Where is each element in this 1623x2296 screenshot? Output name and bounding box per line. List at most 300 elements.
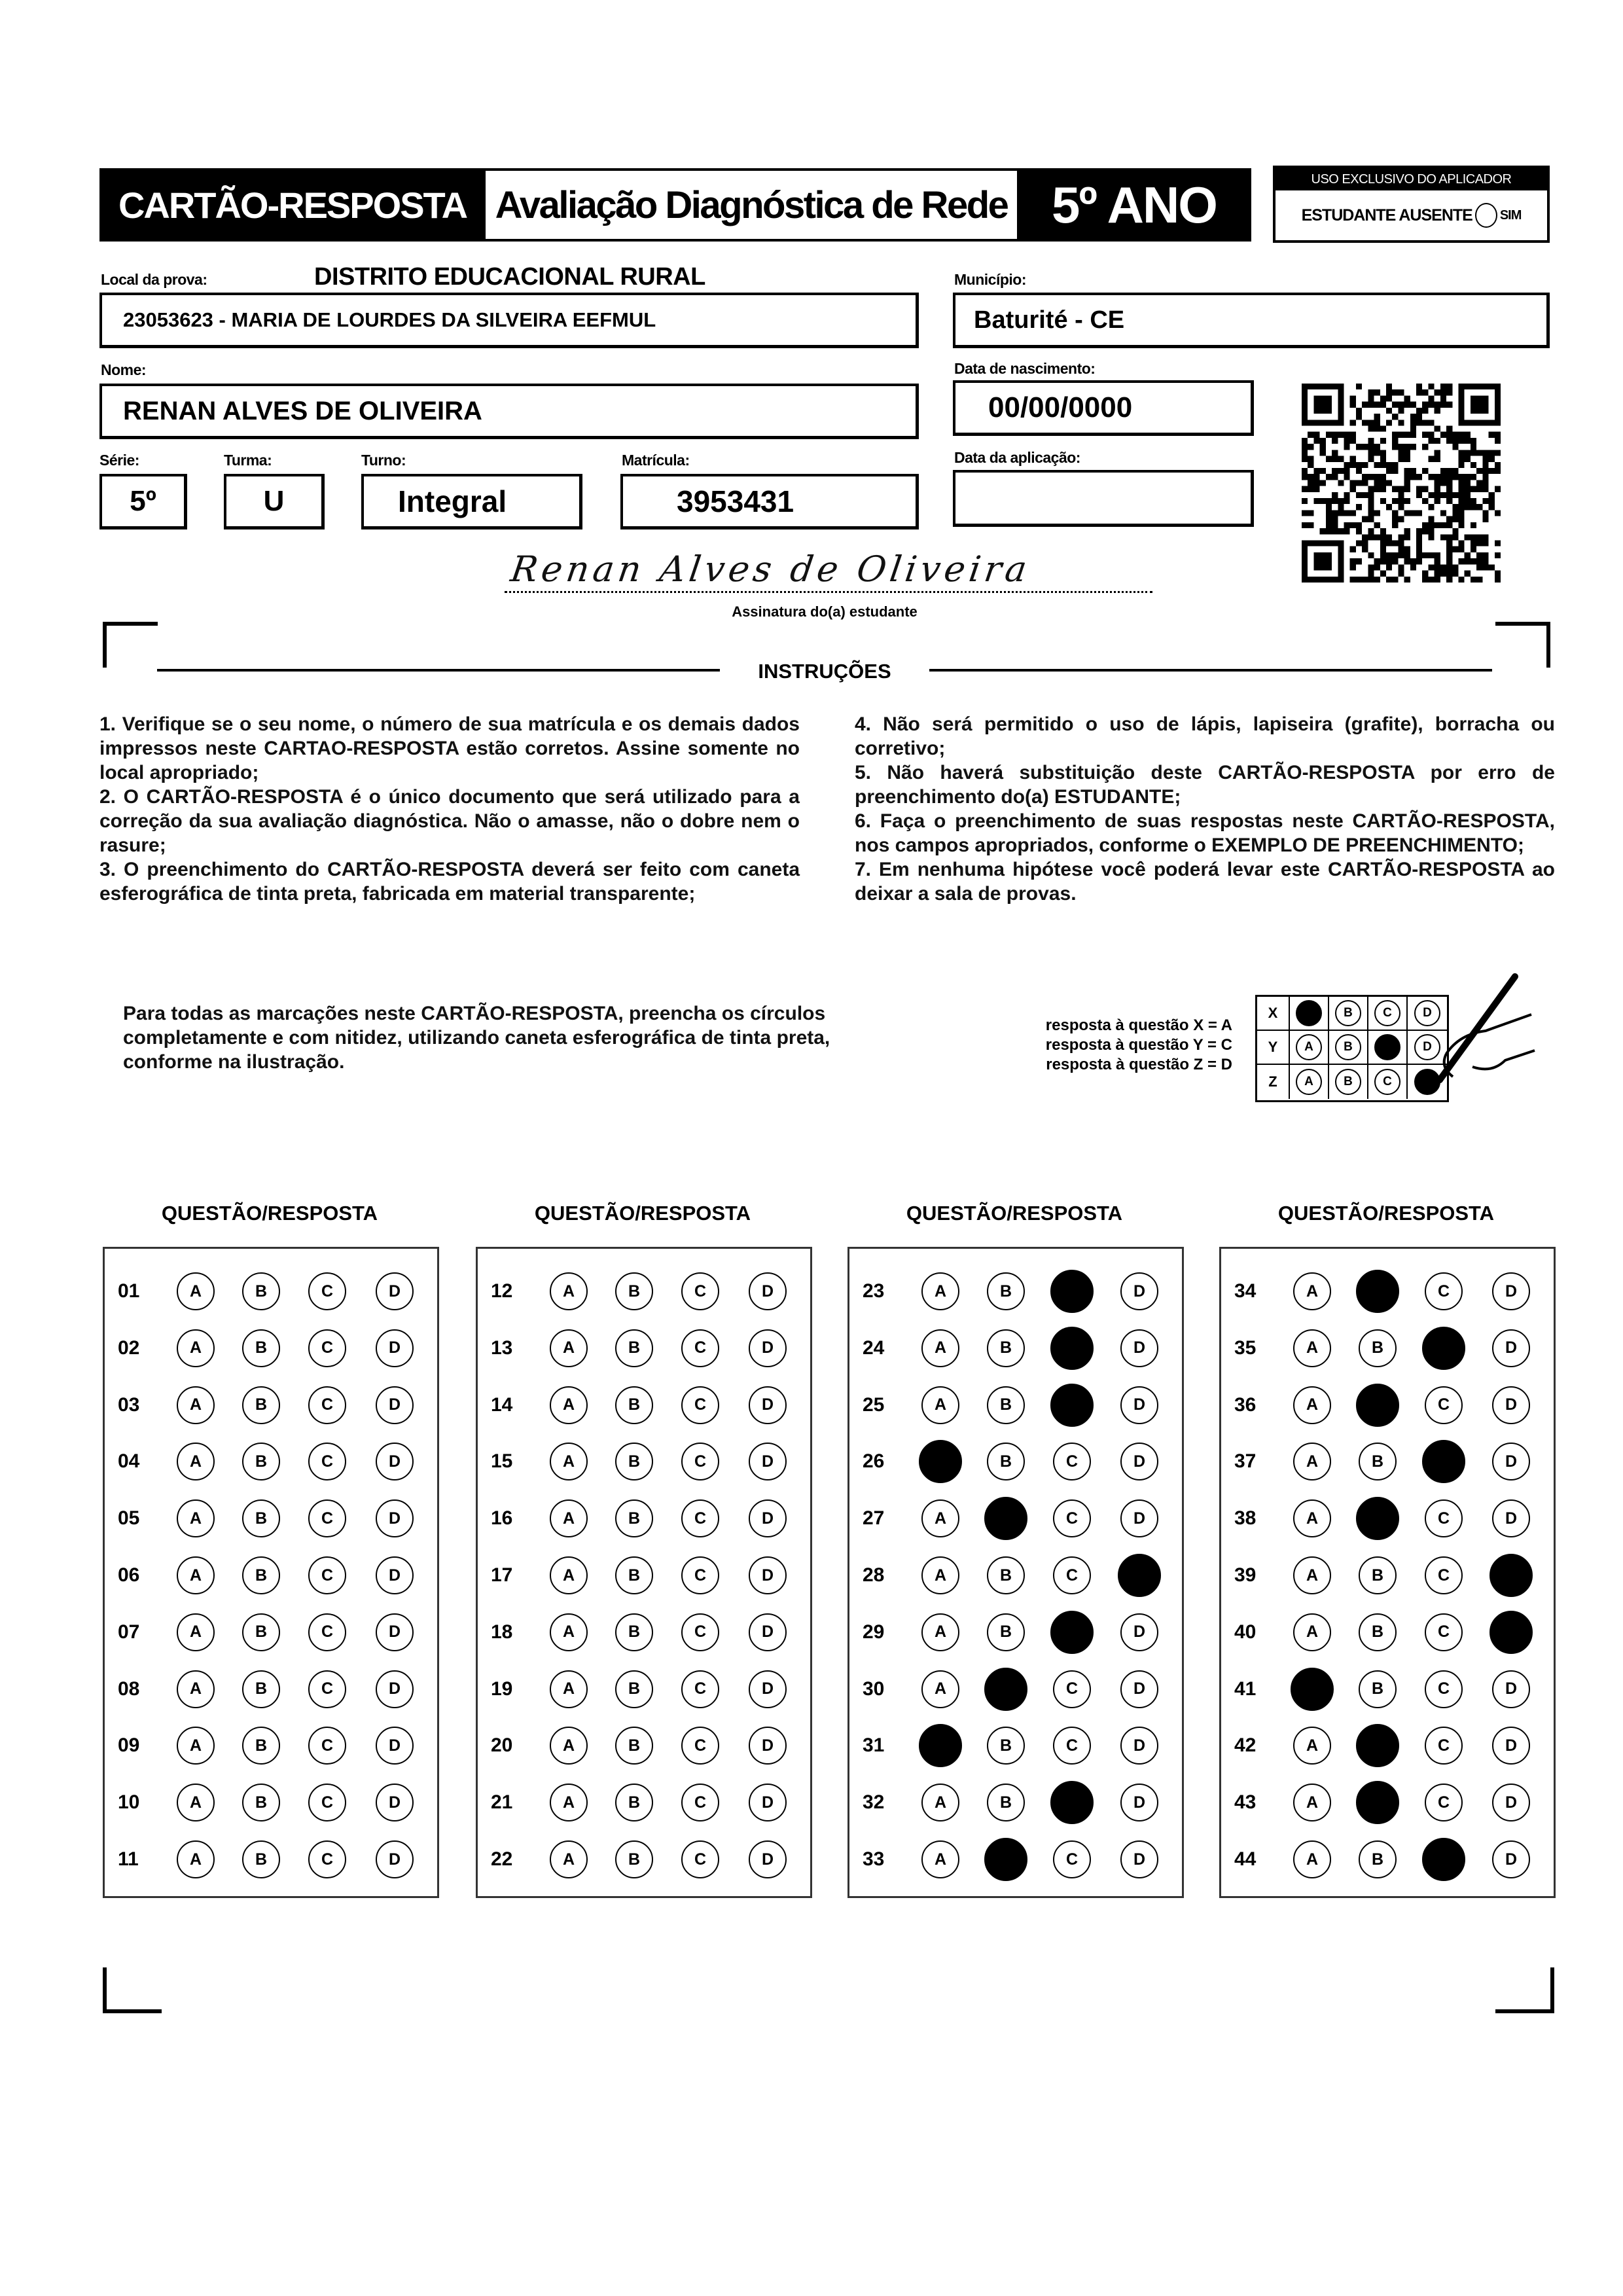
answer-bubble-a[interactable]: A <box>177 1613 215 1651</box>
answer-bubble-a[interactable]: A <box>921 1272 959 1310</box>
answer-bubble-b[interactable]: B <box>1356 1724 1399 1767</box>
question-row <box>105 1840 437 1880</box>
answer-bubble-c[interactable]: C <box>1050 1384 1094 1427</box>
question-number: 32 <box>863 1791 885 1814</box>
question-row <box>478 1784 810 1823</box>
question-row <box>1221 1556 1554 1596</box>
instruction-item: 7. Em nenhuma hipótese você poderá levar este CARTÃO-RESPOSTA ao deixar a sala de provas. <box>855 859 1555 905</box>
answer-bubble-b[interactable]: B <box>615 1499 653 1537</box>
answer-bubble-c[interactable]: C <box>308 1272 346 1310</box>
answer-bubble-c[interactable]: C <box>308 1727 346 1765</box>
instruction-item: 2. O CARTÃO-RESPOSTA é o único documento que será utilizado para a correção da sua avaliação diagnóstica. Não o amasse, não o dobre nem o rasure; <box>99 786 800 856</box>
question-row <box>105 1784 437 1823</box>
answer-bubble-d[interactable]: D <box>376 1840 414 1878</box>
answer-bubble-d[interactable]: D <box>1120 1670 1158 1708</box>
instruction-item: 1. Verifique se o seu nome, o número de sua matrícula e os demais dados impressos neste CARTAO-RESPOSTA estão corretos. Assine somente no local apropriado; <box>99 713 800 783</box>
answer-bubble-b[interactable]: B <box>242 1329 280 1367</box>
answer-bubble-d[interactable]: D <box>376 1329 414 1367</box>
corner-mark-bottom-right <box>1495 1967 1554 2013</box>
question-number: 04 <box>118 1450 140 1473</box>
turma-field <box>224 474 325 529</box>
absent-checkbox[interactable] <box>1475 203 1497 228</box>
answer-bubble-d[interactable]: D <box>1118 1554 1161 1597</box>
answer-bubble-b[interactable]: B <box>242 1727 280 1765</box>
answer-bubble-a[interactable]: A <box>1293 1499 1331 1537</box>
question-row <box>1221 1386 1554 1426</box>
answer-bubble-d[interactable]: D <box>1120 1784 1158 1821</box>
matricula-value: 3953431 <box>677 484 794 518</box>
answer-bubble-a[interactable]: A <box>1293 1727 1331 1765</box>
question-number: 21 <box>491 1791 513 1814</box>
example-caption: resposta à questão Z = D <box>1046 1056 1232 1073</box>
local-label: Local da prova: <box>101 271 207 288</box>
answer-bubble-a[interactable]: A <box>550 1784 588 1821</box>
answer-bubble-c[interactable]: C <box>308 1840 346 1878</box>
answer-bubble-a[interactable]: A <box>550 1613 588 1651</box>
answer-bubble-a[interactable]: A <box>1293 1386 1331 1424</box>
pen-hand-icon <box>1407 969 1544 1100</box>
answer-bubble-d[interactable]: D <box>376 1272 414 1310</box>
answer-bubble-a[interactable]: A <box>550 1386 588 1424</box>
example-row-label: Z <box>1257 1065 1290 1099</box>
answer-bubble-a[interactable]: A <box>921 1499 959 1537</box>
answer-bubble-a[interactable]: A <box>177 1329 215 1367</box>
answer-bubble-a[interactable]: A <box>177 1840 215 1878</box>
answer-bubble-c[interactable]: C <box>1050 1781 1094 1824</box>
answer-bubble-c[interactable]: C <box>1425 1499 1463 1537</box>
question-row <box>1221 1784 1554 1823</box>
answer-bubble-a[interactable]: A <box>550 1670 588 1708</box>
question-row <box>105 1443 437 1482</box>
answer-bubble-c[interactable]: C <box>681 1727 719 1765</box>
nome-value: RENAN ALVES DE OLIVEIRA <box>123 396 482 425</box>
question-row <box>478 1386 810 1426</box>
answer-bubble-a[interactable]: A <box>550 1727 588 1765</box>
question-number: 24 <box>863 1336 885 1359</box>
answer-bubble-c[interactable]: C <box>681 1499 719 1537</box>
answer-bubble-b[interactable]: B <box>615 1670 653 1708</box>
answer-bubble-a[interactable]: A <box>921 1784 959 1821</box>
answer-column <box>847 1247 1184 1898</box>
question-number: 26 <box>863 1450 885 1473</box>
matricula-field <box>620 474 919 529</box>
answer-bubble-b[interactable]: B <box>615 1840 653 1878</box>
answer-bubble-c[interactable]: C <box>681 1329 719 1367</box>
example-bubble-d: D <box>1414 1069 1440 1095</box>
municipio-label: Município: <box>954 271 1026 288</box>
answer-bubble-c[interactable]: C <box>308 1613 346 1651</box>
answer-bubble-c[interactable]: C <box>681 1386 719 1424</box>
answer-bubble-d[interactable]: D <box>1492 1670 1530 1708</box>
answer-bubble-d[interactable]: D <box>749 1840 787 1878</box>
question-number: 22 <box>491 1848 513 1870</box>
question-row <box>478 1613 810 1653</box>
answer-bubble-b[interactable]: B <box>1359 1670 1397 1708</box>
answer-bubble-b[interactable]: B <box>984 1668 1027 1711</box>
answer-bubble-b[interactable]: B <box>984 1497 1027 1540</box>
answer-bubble-a[interactable]: A <box>1293 1272 1331 1310</box>
question-row <box>1221 1727 1554 1766</box>
question-row <box>1221 1499 1554 1539</box>
nascimento-label: Data de nascimento: <box>954 360 1096 377</box>
example-caption: resposta à questão X = A <box>1045 1016 1232 1034</box>
question-number: 28 <box>863 1564 885 1586</box>
answer-bubble-c[interactable]: C <box>681 1272 719 1310</box>
question-number: 11 <box>118 1848 139 1870</box>
question-number: 27 <box>863 1507 885 1530</box>
corner-mark-top-left <box>103 622 158 668</box>
example-bubble-d: D <box>1414 1034 1440 1060</box>
answer-bubble-b[interactable]: B <box>987 1272 1025 1310</box>
question-row <box>105 1613 437 1653</box>
question-number: 25 <box>863 1393 885 1416</box>
answer-bubble-d[interactable]: D <box>1492 1840 1530 1878</box>
exam-title: Avaliação Diagnóstica de Rede <box>486 168 1017 242</box>
example-bubble-b: B <box>1335 1069 1361 1095</box>
answer-bubble-c[interactable]: C <box>1053 1499 1091 1537</box>
instruction-item: 3. O preenchimento do CARTÃO-RESPOSTA deverá ser feito com caneta esferográfica de tinta preta, fabricada em material transparente; <box>99 859 800 905</box>
answer-column <box>103 1247 439 1898</box>
answer-bubble-a[interactable]: A <box>177 1443 215 1480</box>
question-row <box>1221 1670 1554 1710</box>
question-number: 14 <box>491 1393 513 1416</box>
answer-bubble-b[interactable]: B <box>242 1784 280 1821</box>
answer-bubble-d[interactable]: D <box>376 1556 414 1594</box>
answer-bubble-d[interactable]: D <box>749 1613 787 1651</box>
grade-label: 5º ANO <box>1017 168 1251 242</box>
question-number: 06 <box>118 1564 140 1586</box>
answer-bubble-c[interactable]: C <box>681 1784 719 1821</box>
question-row <box>478 1499 810 1539</box>
answer-bubble-a[interactable]: A <box>177 1556 215 1594</box>
absent-label: ESTUDANTE AUSENTE <box>1301 206 1472 224</box>
answer-bubble-c[interactable]: C <box>1422 1440 1465 1483</box>
absent-option: SIM <box>1499 207 1522 223</box>
answer-bubble-d[interactable]: D <box>749 1499 787 1537</box>
answer-bubble-d[interactable]: D <box>1489 1554 1533 1597</box>
question-number: 12 <box>491 1280 513 1302</box>
question-number: 42 <box>1234 1734 1257 1757</box>
question-number: 07 <box>118 1621 140 1643</box>
answer-bubble-c[interactable]: C <box>1050 1611 1094 1654</box>
answer-bubble-d[interactable]: D <box>376 1443 414 1480</box>
nome-label: Nome: <box>101 361 147 378</box>
answer-bubble-b[interactable]: B <box>987 1386 1025 1424</box>
answer-bubble-b[interactable]: B <box>615 1556 653 1594</box>
school-field <box>99 293 919 348</box>
answer-bubble-a[interactable]: A <box>921 1329 959 1367</box>
answer-bubble-c[interactable]: C <box>308 1556 346 1594</box>
question-number: 01 <box>118 1280 140 1302</box>
question-row <box>105 1727 437 1766</box>
answer-bubble-a[interactable]: A <box>921 1840 959 1878</box>
question-number: 36 <box>1234 1393 1257 1416</box>
answer-bubble-a[interactable]: A <box>1293 1556 1331 1594</box>
answer-bubble-b[interactable]: B <box>987 1329 1025 1367</box>
question-row <box>849 1443 1182 1482</box>
example-bubble-d: D <box>1414 1000 1440 1026</box>
answer-bubble-a[interactable]: A <box>177 1272 215 1310</box>
question-row <box>849 1784 1182 1823</box>
student-signature: Renan Alves de Oliveira <box>508 548 1033 590</box>
answer-bubble-b[interactable]: B <box>1359 1840 1397 1878</box>
example-bubble-c: C <box>1374 1034 1400 1060</box>
answer-bubble-c[interactable]: C <box>1422 1838 1465 1881</box>
question-row <box>849 1556 1182 1596</box>
answer-bubble-d[interactable]: D <box>1120 1272 1158 1310</box>
question-row <box>105 1556 437 1596</box>
answer-bubble-c[interactable]: C <box>1053 1556 1091 1594</box>
answer-bubble-b[interactable]: B <box>615 1272 653 1310</box>
answer-bubble-b[interactable]: B <box>1356 1270 1399 1313</box>
answer-bubble-c[interactable]: C <box>1425 1386 1463 1424</box>
question-number: 02 <box>118 1336 140 1359</box>
question-row <box>478 1329 810 1369</box>
answer-bubble-c[interactable]: C <box>1425 1556 1463 1594</box>
answer-bubble-c[interactable]: C <box>1425 1727 1463 1765</box>
answer-bubble-c[interactable]: C <box>308 1386 346 1424</box>
answer-bubble-b[interactable]: B <box>1359 1443 1397 1480</box>
answer-bubble-b[interactable]: B <box>987 1443 1025 1480</box>
signature-caption: Assinatura do(a) estudante <box>732 603 918 620</box>
answer-bubble-c[interactable]: C <box>1425 1613 1463 1651</box>
answer-bubble-b[interactable]: B <box>615 1386 653 1424</box>
answer-bubble-d[interactable]: D <box>376 1613 414 1651</box>
question-row <box>849 1670 1182 1710</box>
question-row <box>1221 1329 1554 1369</box>
example-row-label: Y <box>1257 1031 1290 1064</box>
turno-value: Integral <box>398 484 507 518</box>
answer-bubble-c[interactable]: C <box>1422 1327 1465 1370</box>
column-header: QUESTÃO/RESPOSTA <box>161 1202 378 1225</box>
answer-bubble-a[interactable]: A <box>1291 1668 1334 1711</box>
answer-bubble-a[interactable]: A <box>1293 1443 1331 1480</box>
answer-bubble-b[interactable]: B <box>1356 1497 1399 1540</box>
answer-bubble-d[interactable]: D <box>1492 1329 1530 1367</box>
answer-bubble-d[interactable]: D <box>376 1727 414 1765</box>
question-row <box>849 1386 1182 1426</box>
question-number: 33 <box>863 1848 885 1870</box>
answer-bubble-d[interactable]: D <box>1492 1272 1530 1310</box>
answer-bubble-b[interactable]: B <box>987 1784 1025 1821</box>
question-number: 44 <box>1234 1848 1257 1870</box>
corner-mark-bottom-left <box>103 1967 162 2013</box>
turma-label: Turma: <box>224 452 272 469</box>
answer-bubble-a[interactable]: A <box>550 1272 588 1310</box>
answer-bubble-a[interactable]: A <box>550 1499 588 1537</box>
answer-bubble-c[interactable]: C <box>681 1670 719 1708</box>
nome-field <box>99 384 919 439</box>
example-bubble-c: C <box>1374 1000 1400 1026</box>
answer-bubble-d[interactable]: D <box>749 1784 787 1821</box>
answer-bubble-a[interactable]: A <box>921 1386 959 1424</box>
answer-bubble-a[interactable]: A <box>1293 1329 1331 1367</box>
answer-bubble-a[interactable]: A <box>550 1329 588 1367</box>
turno-label: Turno: <box>361 452 406 469</box>
answer-bubble-c[interactable]: C <box>681 1840 719 1878</box>
answer-bubble-d[interactable]: D <box>749 1386 787 1424</box>
answer-bubble-a[interactable]: A <box>921 1613 959 1651</box>
answer-bubble-b[interactable]: B <box>242 1272 280 1310</box>
answer-bubble-b[interactable]: B <box>987 1556 1025 1594</box>
question-row <box>1221 1613 1554 1653</box>
answer-bubble-b[interactable]: B <box>242 1840 280 1878</box>
answer-bubble-b[interactable]: B <box>615 1784 653 1821</box>
question-row <box>105 1670 437 1710</box>
column-header: QUESTÃO/RESPOSTA <box>534 1202 751 1225</box>
answer-bubble-a[interactable]: A <box>1293 1784 1331 1821</box>
answer-bubble-b[interactable]: B <box>615 1443 653 1480</box>
answer-bubble-d[interactable]: D <box>376 1670 414 1708</box>
answer-bubble-c[interactable]: C <box>681 1613 719 1651</box>
answer-bubble-b[interactable]: B <box>987 1613 1025 1651</box>
example-bubble-a: A <box>1296 1000 1322 1026</box>
answer-bubble-d[interactable]: D <box>1120 1499 1158 1537</box>
answer-bubble-a[interactable]: A <box>177 1670 215 1708</box>
answer-bubble-c[interactable]: C <box>308 1499 346 1537</box>
divider <box>157 669 720 672</box>
answer-bubble-d[interactable]: D <box>376 1499 414 1537</box>
answer-bubble-a[interactable]: A <box>177 1784 215 1821</box>
answer-bubble-a[interactable]: A <box>1293 1613 1331 1651</box>
answer-bubble-d[interactable]: D <box>1120 1727 1158 1765</box>
question-row <box>849 1613 1182 1653</box>
answer-bubble-b[interactable]: B <box>1359 1556 1397 1594</box>
answer-bubble-d[interactable]: D <box>1120 1386 1158 1424</box>
answer-bubble-c[interactable]: C <box>1053 1840 1091 1878</box>
question-number: 16 <box>491 1507 513 1530</box>
answer-bubble-d[interactable]: D <box>1120 1613 1158 1651</box>
answer-bubble-b[interactable]: B <box>242 1556 280 1594</box>
question-number: 09 <box>118 1734 140 1757</box>
question-number: 38 <box>1234 1507 1257 1530</box>
municipio-field <box>953 293 1550 348</box>
answer-bubble-b[interactable]: B <box>615 1613 653 1651</box>
question-number: 13 <box>491 1336 513 1359</box>
answer-bubble-b[interactable]: B <box>615 1727 653 1765</box>
question-row <box>849 1272 1182 1312</box>
question-row <box>105 1499 437 1539</box>
answer-bubble-d[interactable]: D <box>1489 1611 1533 1654</box>
answer-bubble-d[interactable]: D <box>1120 1443 1158 1480</box>
answer-bubble-d[interactable]: D <box>376 1386 414 1424</box>
answer-bubble-a[interactable]: A <box>177 1499 215 1537</box>
fill-note: Para todas as marcações neste CARTÃO-RESPOSTA, preencha os círculos completamente e com nitidez, utilizando caneta esferográfica de tinta preta, conforme na ilustração. <box>123 1003 830 1073</box>
answer-bubble-d[interactable]: D <box>749 1443 787 1480</box>
question-number: 23 <box>863 1280 885 1302</box>
answer-bubble-d[interactable]: D <box>1492 1386 1530 1424</box>
answer-bubble-c[interactable]: C <box>1425 1784 1463 1821</box>
answer-bubble-a[interactable]: A <box>550 1556 588 1594</box>
answer-bubble-d[interactable]: D <box>1492 1499 1530 1537</box>
question-number: 37 <box>1234 1450 1257 1473</box>
answer-bubble-b[interactable]: B <box>1359 1329 1397 1367</box>
answer-bubble-b[interactable]: B <box>242 1613 280 1651</box>
answer-bubble-a[interactable]: A <box>550 1443 588 1480</box>
answer-bubble-d[interactable]: D <box>749 1670 787 1708</box>
column-header: QUESTÃO/RESPOSTA <box>1277 1202 1495 1225</box>
answer-bubble-c[interactable]: C <box>1050 1327 1094 1370</box>
answer-bubble-c[interactable]: C <box>1053 1727 1091 1765</box>
answer-bubble-d[interactable]: D <box>749 1329 787 1367</box>
question-number: 30 <box>863 1677 885 1700</box>
answer-bubble-a[interactable]: A <box>550 1840 588 1878</box>
answer-bubble-b[interactable]: B <box>242 1386 280 1424</box>
question-number: 05 <box>118 1507 140 1530</box>
answer-bubble-a[interactable]: A <box>919 1440 962 1483</box>
question-number: 10 <box>118 1791 140 1814</box>
answer-bubble-d[interactable]: D <box>1492 1784 1530 1821</box>
question-number: 19 <box>491 1677 513 1700</box>
answer-bubble-d[interactable]: D <box>376 1784 414 1821</box>
answer-bubble-d[interactable]: D <box>1492 1727 1530 1765</box>
answer-bubble-c[interactable]: C <box>1425 1670 1463 1708</box>
answer-bubble-c[interactable]: C <box>681 1443 719 1480</box>
answer-bubble-d[interactable]: D <box>1120 1840 1158 1878</box>
answer-bubble-a[interactable]: A <box>921 1556 959 1594</box>
turma-value: U <box>263 485 285 517</box>
aplicacao-field[interactable] <box>953 470 1254 527</box>
answer-bubble-b[interactable]: B <box>1356 1384 1399 1427</box>
answer-bubble-d[interactable]: D <box>749 1727 787 1765</box>
answer-bubble-c[interactable]: C <box>1053 1670 1091 1708</box>
answer-bubble-b[interactable]: B <box>242 1499 280 1537</box>
question-number: 40 <box>1234 1621 1257 1643</box>
school-value: 23053623 - MARIA DE LOURDES DA SILVEIRA EEFMUL <box>123 308 656 331</box>
answer-bubble-b[interactable]: B <box>987 1727 1025 1765</box>
answer-bubble-b[interactable]: B <box>1359 1613 1397 1651</box>
answer-bubble-a[interactable]: A <box>921 1670 959 1708</box>
answer-bubble-b[interactable]: B <box>615 1329 653 1367</box>
answer-bubble-a[interactable]: A <box>177 1386 215 1424</box>
question-number: 31 <box>863 1734 885 1757</box>
answer-bubble-c[interactable]: C <box>681 1556 719 1594</box>
answer-bubble-b[interactable]: B <box>1356 1781 1399 1824</box>
example-row-label: X <box>1257 997 1290 1030</box>
answer-bubble-a[interactable]: A <box>177 1727 215 1765</box>
example-bubble-a: A <box>1296 1069 1322 1095</box>
answer-bubble-c[interactable]: C <box>308 1784 346 1821</box>
answer-bubble-d[interactable]: D <box>749 1272 787 1310</box>
card-title: CARTÃO-RESPOSTA <box>99 168 486 242</box>
question-row <box>1221 1272 1554 1312</box>
answer-bubble-a[interactable]: A <box>919 1724 962 1767</box>
question-number: 34 <box>1234 1280 1257 1302</box>
answer-bubble-b[interactable]: B <box>984 1838 1027 1881</box>
answer-bubble-c[interactable]: C <box>1050 1270 1094 1313</box>
answer-bubble-d[interactable]: D <box>1492 1443 1530 1480</box>
question-number: 39 <box>1234 1564 1257 1586</box>
example-captions <box>969 1016 1232 1075</box>
answer-bubble-b[interactable]: B <box>242 1443 280 1480</box>
answer-bubble-c[interactable]: C <box>308 1443 346 1480</box>
example-bubble-c: C <box>1374 1069 1400 1095</box>
matricula-label: Matrícula: <box>622 452 690 469</box>
example-bubble-b: B <box>1335 1034 1361 1060</box>
answer-bubble-d[interactable]: D <box>1120 1329 1158 1367</box>
answer-bubble-c[interactable]: C <box>308 1670 346 1708</box>
answer-bubble-d[interactable]: D <box>749 1556 787 1594</box>
answer-bubble-b[interactable]: B <box>242 1670 280 1708</box>
question-row <box>478 1670 810 1710</box>
question-row <box>849 1727 1182 1766</box>
answer-bubble-a[interactable]: A <box>1293 1840 1331 1878</box>
question-row <box>105 1386 437 1426</box>
answer-bubble-c[interactable]: C <box>308 1329 346 1367</box>
answer-bubble-c[interactable]: C <box>1053 1443 1091 1480</box>
answer-bubble-c[interactable]: C <box>1425 1272 1463 1310</box>
local-district: DISTRITO EDUCACIONAL RURAL <box>314 263 705 291</box>
